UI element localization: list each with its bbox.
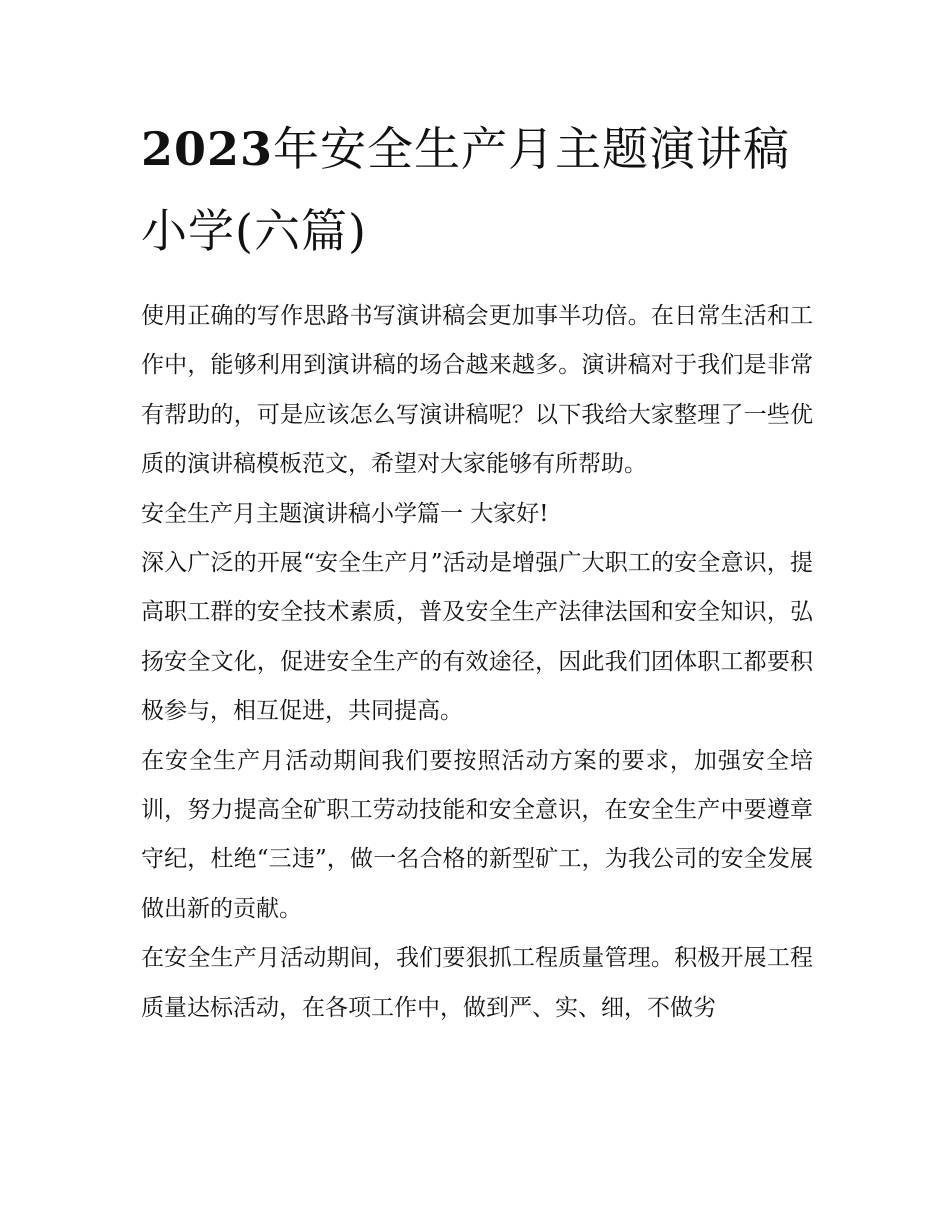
body-paragraph: 在安全生产月活动期间我们要按照活动方案的要求，加强安全培训，努力提高全矿职工劳动技能和安全意识，在安全生产中要遵章守纪，杜绝“三违”，做一名合格的新型矿工，为我公司的安全发展做出新的贡献。: [141, 747, 813, 922]
body-paragraph: 深入广泛的开展“安全生产月”活动是增强广大职工的安全意识，提高职工群的安全技术素质，普及安全生产法律法国和安全知识，弘扬安全文化，促进安全生产的有效途径，因此我们团体职工都要积极参与，相互促进，共同提高。: [141, 550, 813, 725]
document-page: [141, 108, 813, 1033]
section-heading: 安全生产月主题演讲稿小学篇一 大家好!: [141, 500, 549, 527]
intro-paragraph: 使用正确的写作思路书写演讲稿会更加事半功倍。在日常生活和工作中，能够利用到演讲稿的场合越来越多。演讲稿对于我们是非常有帮助的，可是应该怎么写演讲稿呢？以下我给大家整理了一些优质的演讲稿模板范文，希望对大家能够有所帮助。: [141, 303, 813, 478]
title-year: 2023: [141, 122, 274, 176]
document-body: [141, 292, 813, 1033]
document-title: [141, 108, 813, 272]
body-paragraph: 在安全生产月活动期间，我们要狠抓工程质量管理。积极开展工程质量达标活动，在各项工作中，做到严、实、细，不做劣: [141, 945, 813, 1021]
title-text: 年安全生产月主题演讲稿小学(六篇): [141, 122, 791, 258]
